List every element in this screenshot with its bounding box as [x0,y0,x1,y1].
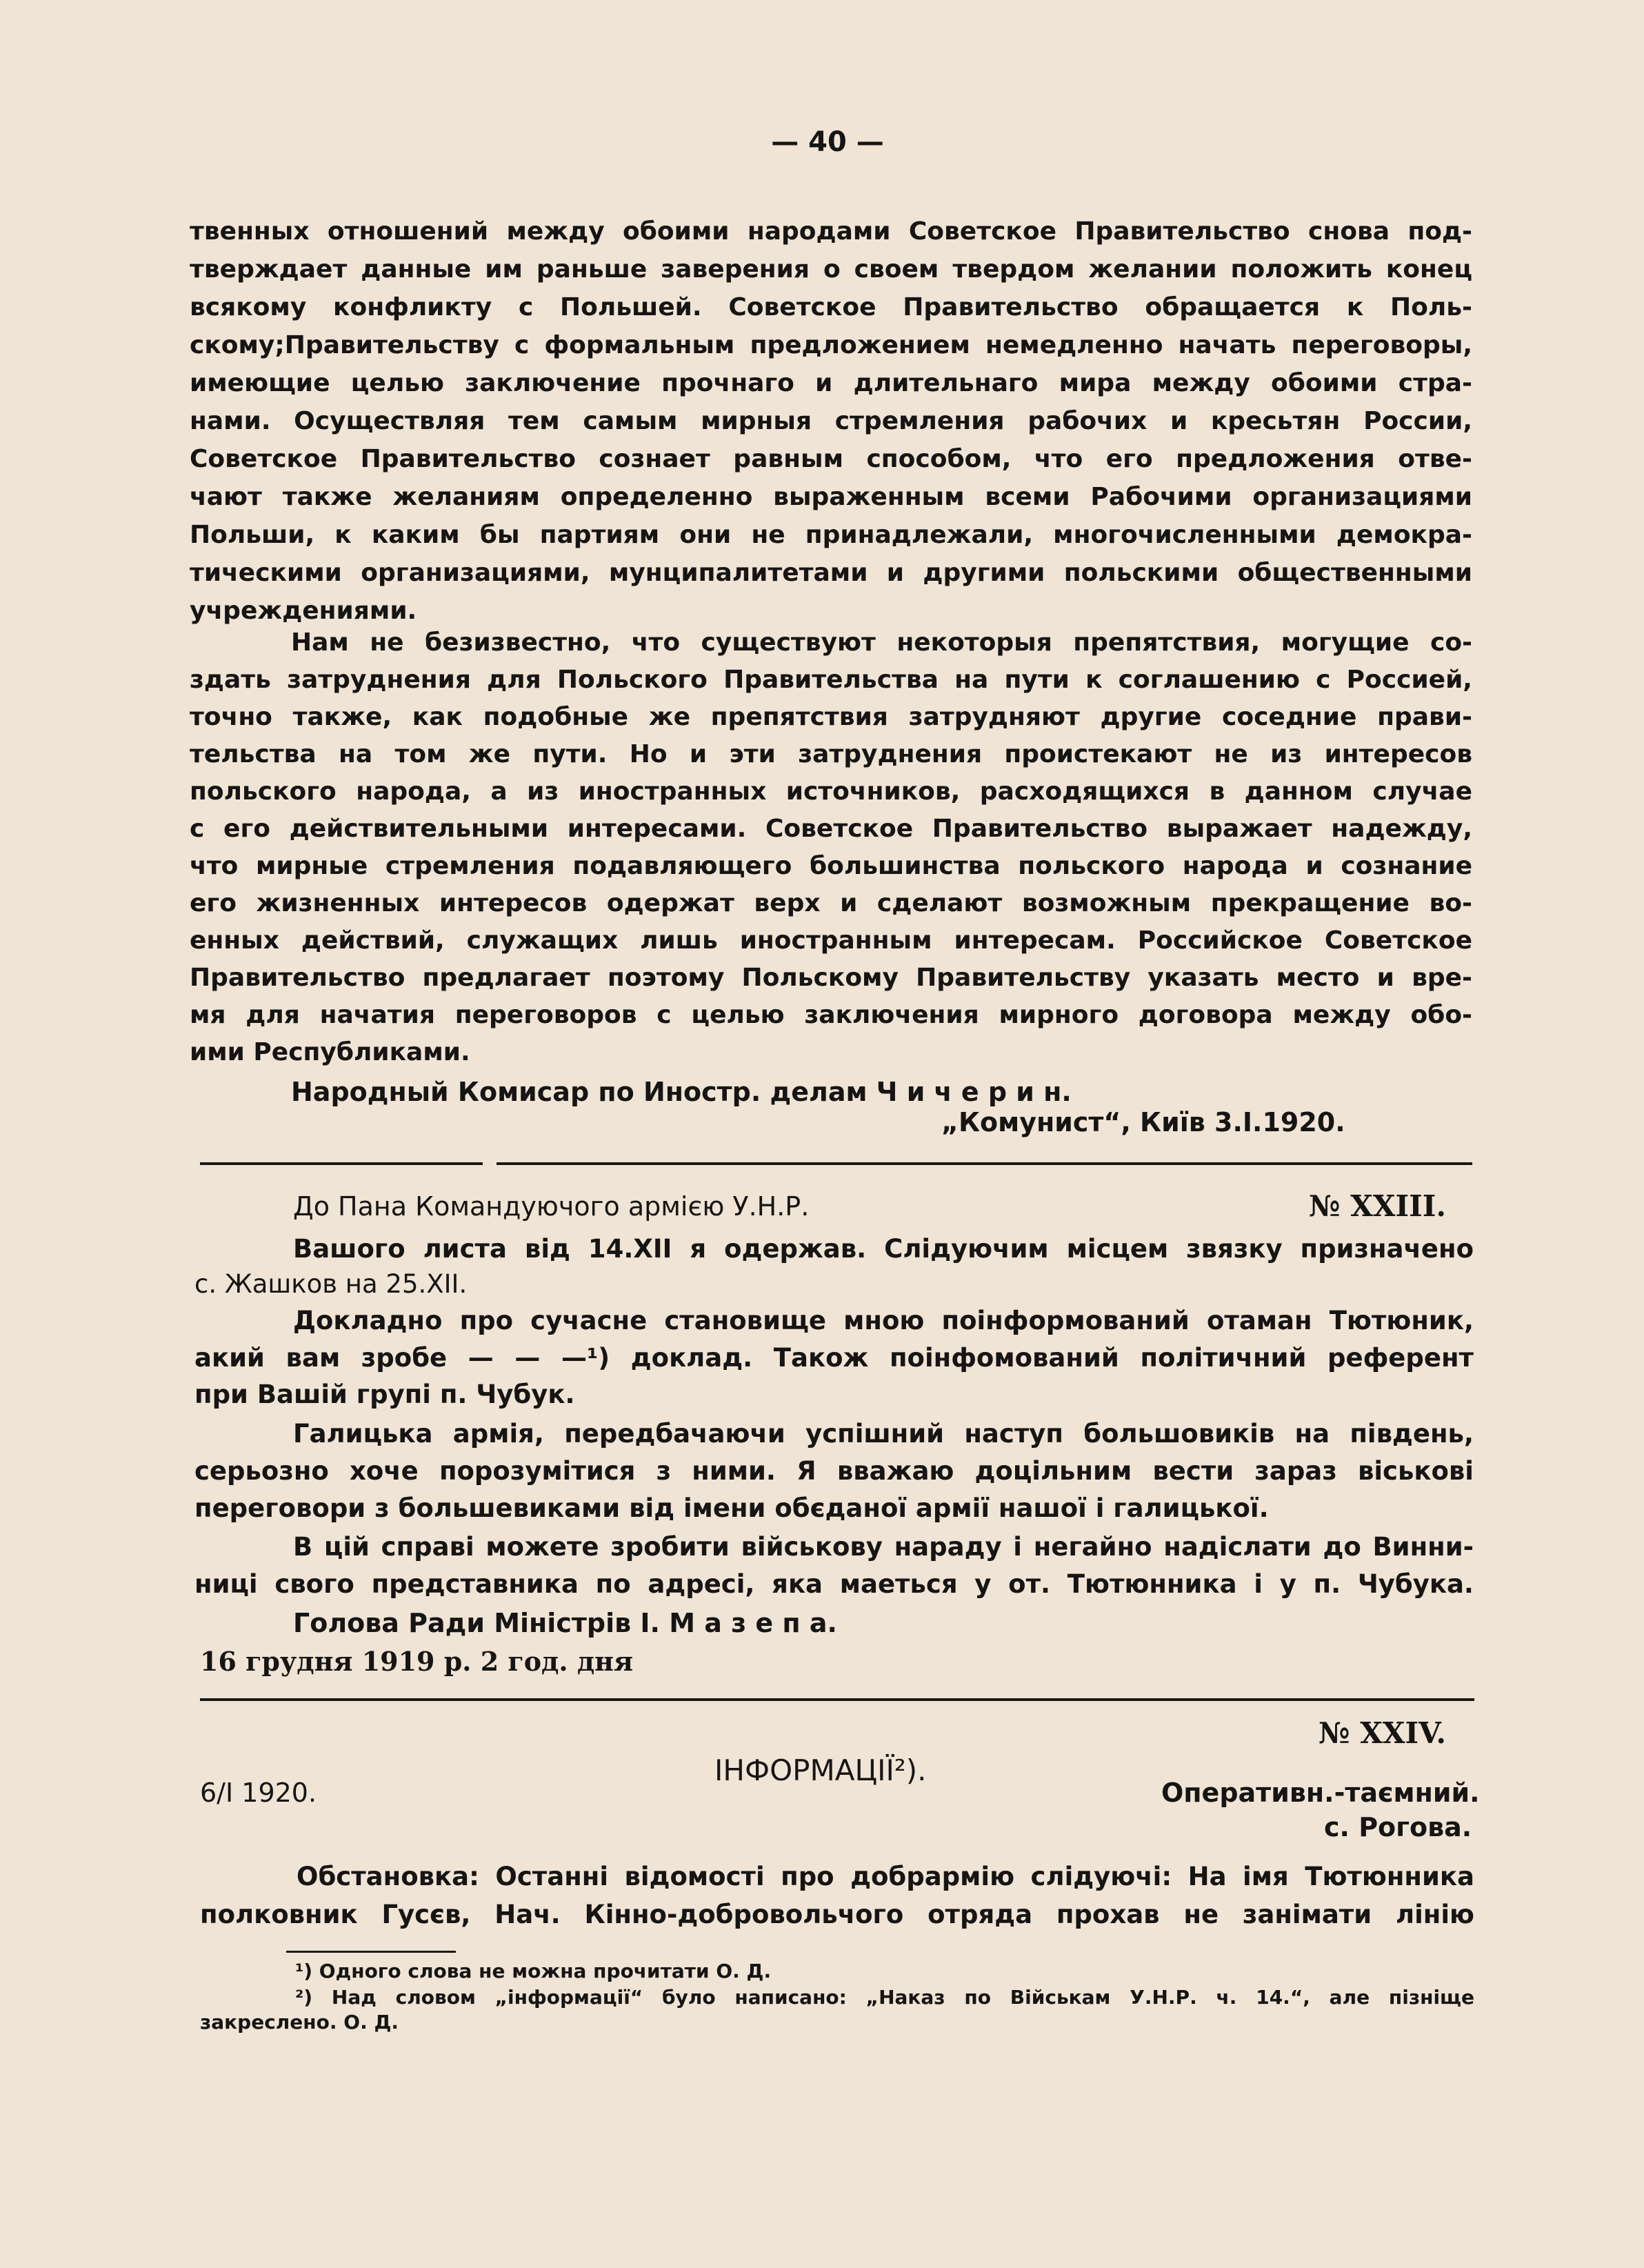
footnote-rule [286,1951,456,1953]
doc1-line: польского народа, а из иностранных источников, расходящихся в данном случае [190,777,1472,806]
doc2-line: В цій справі можете зробити військову нараду і негайно надіслати до Винни- [293,1532,1474,1562]
doc3-date: 6/І 1920. [200,1778,317,1808]
doc1-line: Правительство предлагает поэтому Польскому Правительству указать место и вре- [190,964,1472,992]
doc2-line: ниці свого представника по адресі, яка маеться у от. Тютюнника і у п. Чубука. [194,1569,1474,1599]
doc1-line: с его действительными интересами. Советское Правительство выражает надежду, [190,815,1472,843]
doc1-signature: Народный Комисар по Иностр. делам Ч и ч е р и н. [291,1077,1072,1107]
doc3-place: с. Рогова. [1324,1812,1472,1842]
separator-rule-left [200,1162,483,1165]
doc3-line: полковник Гусєв, Нач. Кінно-добровольчого отряда прохав не занімати лінію [200,1900,1474,1929]
footnote-1: ¹) Одного слова не можна прочитати О. Д. [295,1960,772,1982]
doc2-line: Докладно про сучасне становище мною поінформований отаман Тютюник, [293,1306,1474,1335]
doc1-line: тическими организациями, мунципалитетами и другими польскими общественными [190,559,1472,587]
separator-rule [200,1698,1474,1701]
doc2-signature: Голова Ради Міністрів І. М а з е п а. [293,1608,837,1638]
doc1-line: здать затруднения для Польского Правительства на пути к соглашению с Россией, [190,666,1472,694]
doc2-line: при Вашій групі п. Чубук. [194,1380,575,1409]
doc2-line: серьозно хоче порозумітися з ними. Я вважаю доцільним вести зараз віськові [194,1456,1474,1486]
doc1-line: всякому конфликту с Польшей. Советское Правительство обращается к Поль- [190,293,1472,321]
doc2-line: акий вам зробе — — —¹) доклад. Також поінфомований політичний референт [194,1343,1474,1373]
doc2-line: переговори з большевиками від імени обєданої армії нашої і галицької. [194,1493,1269,1523]
doc1-line: Советское Правительство сознает равным способом, что его предложения отве- [190,445,1472,473]
doc1-line: Польши, к каким бы партиям они не принадлежали, многочисленными демокра- [190,521,1472,549]
doc1-line: мя для начатия переговоров с целью заключения мирного договора между обо- [190,1001,1472,1029]
doc1-line: твенных отношений между обоими народами Советское Правительство снова под- [190,217,1472,246]
doc2-number: № XXIII. [1309,1189,1447,1223]
doc1-line: его жизненных интересов одержат верх и сделают возможным прекращение во- [190,889,1472,917]
doc3-classification: Оперативн.-таємний. [1161,1778,1480,1808]
doc1-line: учреждениями. [190,597,417,625]
doc1-line: тельства на том же пути. Но и эти затруднения проистекают не из интересов [190,740,1472,768]
doc1-line: имеющие целью заключение прочнаго и длительнаго мира между обоими стра- [190,369,1472,397]
doc1-source: „Комунист“, Київ 3.І.1920. [941,1107,1345,1137]
doc1-line: Нам не безизвестно, что существуют некоторыя препятствия, могущие со- [291,628,1472,657]
doc1-line: скому;Правительству с формальным предложением немедленно начать переговоры, [190,331,1472,359]
page-number: — 40 — [771,126,884,158]
doc1-line: точно также, как подобные же препятствия затрудняют другие соседние прави- [190,703,1472,731]
separator-rule-right [497,1162,1472,1165]
doc1-line: енных действий, служащих лишь иностранным интересам. Российское Советское [190,926,1472,955]
doc1-line: тверждает данные им раньше заверения о своем твердом желании положить конец [190,255,1472,284]
doc2-date: 16 грудня 1919 р. 2 год. дня [200,1646,634,1677]
doc3-number: № XXIV. [1319,1716,1446,1750]
doc3-title: ІНФОРМАЦІЇ²). [714,1753,927,1787]
doc2-address: До Пана Командуючого армією У.Н.Р. [293,1191,810,1222]
doc1-line: чают также желаниям определенно выраженным всеми Рабочими организациями [190,483,1472,511]
doc1-line: ими Республиками. [190,1038,470,1066]
doc2-line: с. Жашков на 25.XII. [194,1269,468,1299]
doc1-line: нами. Осуществляя тем самым мирныя стремления рабочих и кресьтян России, [190,407,1472,435]
footnote-2-continued: закреслено. О. Д. [200,2011,399,2033]
doc3-line: Обстановка: Останні відомості про добрармію слідуючі: На імя Тютюнника [297,1862,1474,1891]
doc2-line: Галицька армія, передбачаючи успішний наступ большовиків на південь, [293,1419,1474,1449]
doc1-line: что мирные стремления подавляющего большинства польского народа и сознание [190,852,1472,880]
footnote-2: ²) Над словом „інформації“ було написано: „Наказ по Військам У.Н.Р. ч. 14.“, але пізніще [295,1986,1474,2009]
doc2-line: Вашого листа від 14.XII я одержав. Слідуючим місцем звязку призначено [293,1234,1474,1264]
